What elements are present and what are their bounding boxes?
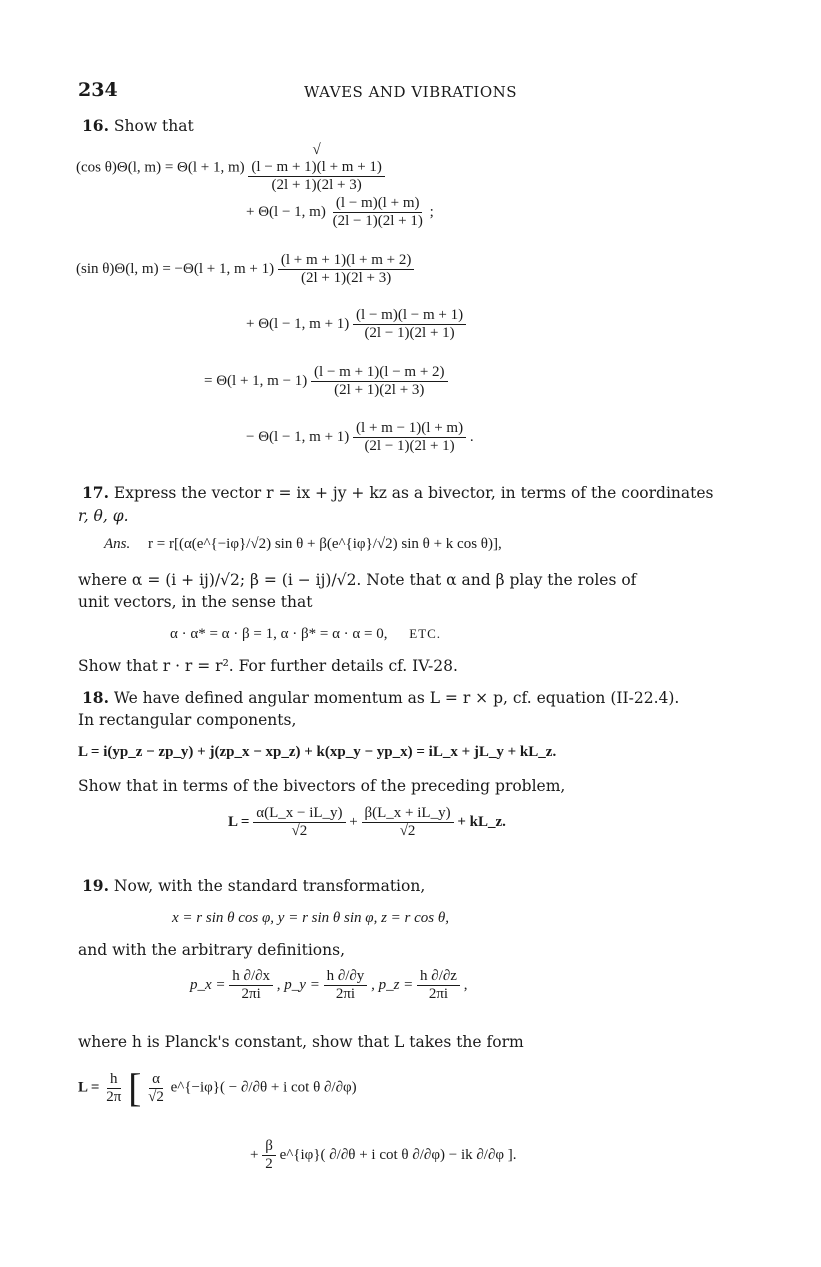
denominator: (2l − 1)(2l + 1)	[364, 325, 455, 341]
eq-lhs: − Θ(l − 1, m + 1)	[246, 428, 350, 445]
fraction-py	[324, 968, 368, 1003]
problem-number: 18.	[82, 688, 109, 707]
plus: +	[250, 1146, 259, 1163]
fraction-px	[229, 968, 273, 1003]
L-components: L = i(yp_z − zp_y) + j(zp_x − xp_z) + k(xp_y − yp_x) = iL_x + jL_y + kL_z.	[78, 744, 557, 760]
eq-16-6	[246, 420, 474, 455]
intro-text: Show that	[113, 117, 194, 135]
L-bivector-eq	[228, 805, 506, 840]
L-label: L =	[228, 813, 250, 830]
denominator: 2πi	[428, 986, 449, 1002]
eq-lhs: + Θ(l − 1, m)	[246, 203, 326, 220]
numerator: (l − m)(l + m)	[333, 195, 423, 213]
denominator: 2πi	[241, 986, 261, 1002]
page-number: 234	[78, 79, 118, 101]
px-label: p_x =	[190, 976, 226, 993]
plus: +	[349, 813, 358, 830]
answer-17	[104, 536, 502, 553]
sqrt-fraction: √ (l − m + 1)(l + m + 1) (2l + 1)(2l + 3)	[248, 142, 385, 194]
h: h	[232, 968, 240, 984]
numerator	[229, 968, 273, 986]
comma: ,	[463, 976, 468, 993]
transformation-eq: x = r sin θ cos φ, y = r sin θ sin φ, z = r cos θ,	[172, 910, 449, 926]
problem-number: 19.	[82, 876, 109, 895]
eq-16-2	[246, 195, 434, 230]
text: Now, with the standard transformation,	[113, 877, 426, 895]
L1-body: e^{−iφ}( − ∂/∂θ + i cot θ ∂/∂φ)	[170, 1079, 357, 1096]
denominator: (2l + 1)(2l + 3)	[271, 177, 362, 193]
left-bracket: [	[128, 1065, 142, 1110]
partial-z: ∂/∂z	[431, 968, 457, 984]
problem-18-line1	[82, 688, 679, 709]
numerator: (l + m + 1)(l + m + 2)	[278, 252, 415, 270]
sqrt-fraction	[330, 195, 426, 230]
denominator: (2l − 1)(2l + 1)	[364, 438, 455, 454]
partial-x: ∂/∂x	[243, 968, 271, 984]
numerator	[324, 968, 368, 986]
problem-17-line2: r, θ, φ.	[78, 507, 129, 525]
numerator: (l + m − 1)(l + m)	[353, 420, 466, 438]
fraction-pz	[417, 968, 460, 1003]
numerator: h	[107, 1071, 121, 1089]
h: h	[326, 968, 335, 984]
fraction-alpha	[253, 805, 345, 840]
numerator: α	[149, 1071, 163, 1089]
sqrt-fraction	[353, 307, 466, 342]
problem-18-line3: Show that in terms of the bivectors of the preceding problem,	[78, 777, 566, 795]
denominator: 2	[265, 1156, 273, 1172]
numerator: (l − m + 1)(l + m + 1)	[248, 159, 385, 177]
problem-18-line2: In rectangular components,	[78, 711, 297, 729]
beta-over-2	[262, 1138, 276, 1173]
fraction-beta	[362, 805, 454, 840]
numerator: (l − m)(l − m + 1)	[353, 307, 466, 325]
eq-16-3	[76, 252, 414, 287]
problem-17-line1	[82, 483, 713, 504]
dot-eq: α · α* = α · β = 1, α · β* = α · α = 0,	[170, 626, 388, 642]
denominator: (2l + 1)(2l + 3)	[300, 270, 392, 286]
problem-number: 17.	[82, 483, 109, 502]
answer-body: r = r[(α(e^{−iφ}/√2) sin θ + β(e^{iφ}/√2) sin θ + k cos θ)],	[148, 536, 502, 552]
denominator: 2πi	[335, 986, 356, 1002]
where-line1: where α = (i + ij)/√2; β = (i − ij)/√2. Note that α and β play the roles of	[78, 571, 637, 589]
show-rr: Show that r · r = r². For further details cf. IV-28.	[78, 657, 458, 675]
problem-16-intro	[82, 116, 194, 137]
denominator: √2	[399, 823, 416, 839]
eq-16-4	[246, 307, 466, 342]
partial-y: ∂/∂y	[337, 968, 365, 984]
tail: + kL_z.	[457, 813, 506, 830]
eq-end: .	[469, 428, 474, 445]
numerator: β	[262, 1138, 276, 1156]
numerator: α(L_x − iL_y)	[253, 805, 345, 823]
eq-16-1	[76, 142, 385, 194]
dot-products	[170, 626, 441, 643]
L2-body: e^{iφ}( ∂/∂θ + i cot θ ∂/∂φ) − ik ∂/∂φ ].	[279, 1146, 517, 1163]
eq-end: ;	[429, 203, 434, 220]
numerator: (l − m + 1)(l − m + 2)	[311, 364, 448, 382]
alpha-over-root2	[145, 1071, 167, 1106]
problem-19-line3: where h is Planck's constant, show that L takes the form	[78, 1033, 524, 1051]
text: Express the vector r = ix + jy + kz as a bivector, in terms of the coordinates	[113, 484, 714, 502]
L-label: L =	[78, 1079, 100, 1096]
sqrt-fraction	[278, 252, 415, 287]
numerator	[417, 968, 460, 986]
eq-lhs: (cos θ)Θ(l, m) = Θ(l + 1, m)	[76, 159, 245, 176]
eq-lhs: = Θ(l + 1, m − 1)	[204, 372, 308, 389]
numerator: β(L_x + iL_y)	[362, 805, 454, 823]
denominator: √2	[291, 823, 308, 839]
running-title: WAVES AND VIBRATIONS	[304, 83, 518, 101]
eq-lhs: + Θ(l − 1, m + 1)	[246, 315, 350, 332]
eq-16-5	[204, 364, 448, 399]
sqrt-fraction	[353, 420, 466, 455]
problem-number: 16.	[82, 116, 109, 135]
problem-19-line1	[82, 876, 425, 897]
h-over-2pi	[103, 1071, 124, 1106]
denominator: (2l + 1)(2l + 3)	[334, 382, 425, 398]
L-form-line2	[250, 1138, 517, 1173]
etc: ETC.	[409, 626, 442, 641]
problem-19-line2: and with the arbitrary definitions,	[78, 941, 346, 959]
sqrt-fraction	[311, 364, 448, 399]
pz-label: , p_z =	[371, 976, 414, 993]
py-label: , p_y =	[276, 976, 320, 993]
h: h	[420, 968, 428, 984]
answer-label: Ans.	[104, 536, 131, 552]
denominator: √2	[148, 1088, 164, 1105]
where-line2: unit vectors, in the sense that	[78, 593, 313, 611]
denominator: (2l − 1)(2l + 1)	[332, 213, 423, 229]
L-form-line1	[78, 1065, 357, 1110]
text: We have defined angular momentum as L = r × p, cf. equation (II-22.4).	[113, 689, 680, 707]
eq-lhs: (sin θ)Θ(l, m) = −Θ(l + 1, m + 1)	[76, 260, 275, 277]
denominator: 2π	[106, 1088, 122, 1105]
momentum-operators	[190, 968, 467, 1003]
